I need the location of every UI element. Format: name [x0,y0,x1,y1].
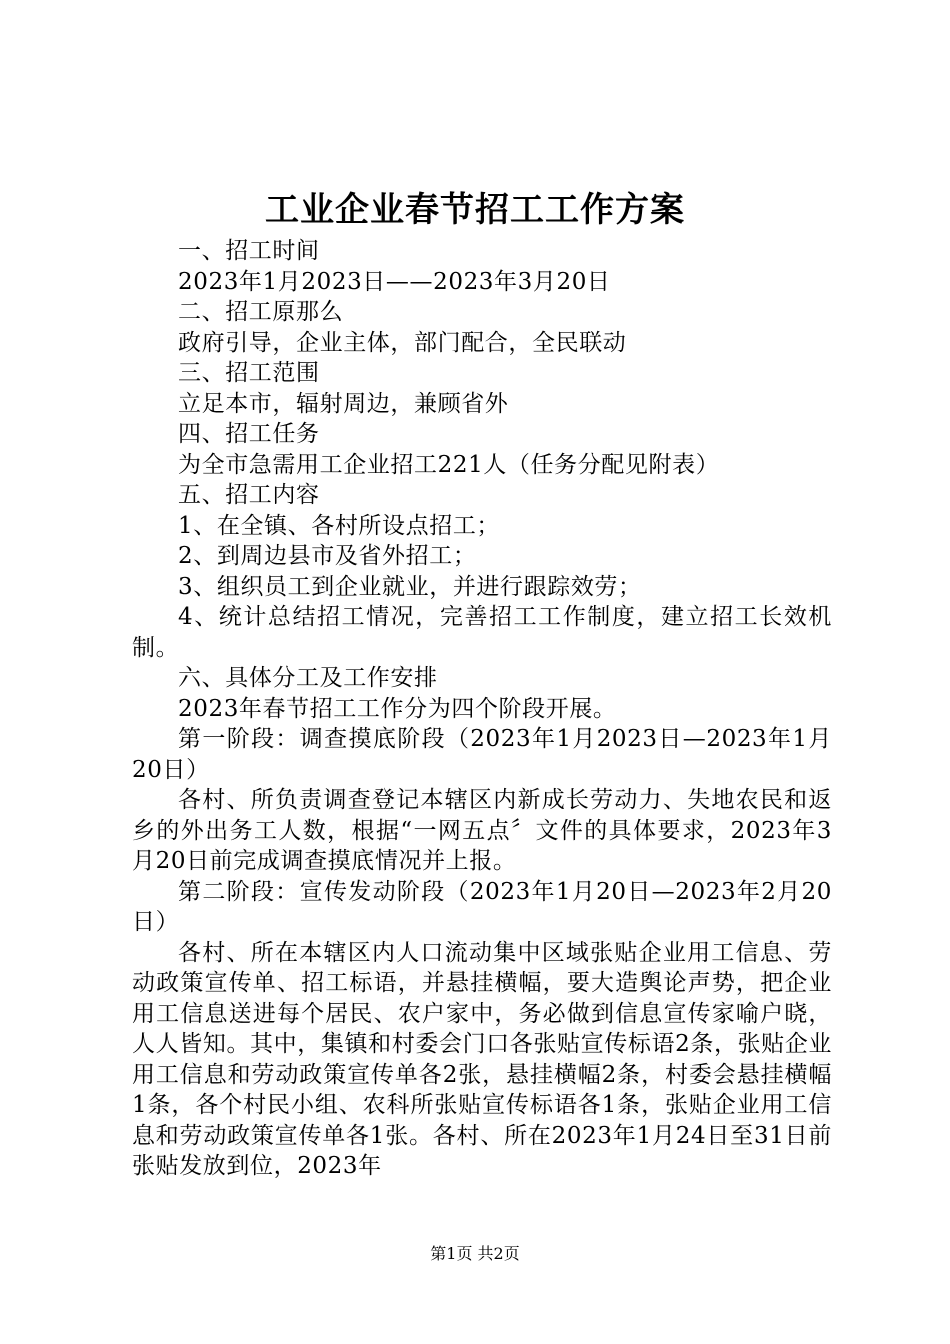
list-item: 2、到周边县市及省外招工； [178,543,477,569]
section-heading-content: 五、招工内容 [178,482,320,508]
list-item: 4、统计总结招工情况，完善招工工作制度，建立招工长效机制。 [132,604,832,661]
list-item: 1、在全镇、各村所设点招工； [178,512,501,539]
document-title: 工业企业春节招工工作方案 [265,190,685,230]
paragraph: 立足本市，辐射周边，兼顾省外 [178,390,509,417]
document-body [132,236,832,1182]
paragraph: 2023年春节招工工作分为四个阶段开展。 [178,695,617,722]
section-heading-arrangement: 六、具体分工及工作安排 [178,665,438,691]
stage-heading: 第二阶段：宣传发动阶段（2023年1月20日—2023年2月20日） [132,878,832,935]
paragraph: 为全市急需用工企业招工221人（任务分配见附表） [178,451,720,478]
paragraph: 各村、所负责调查登记本辖区内新成长劳动力、失地农民和返乡的外出务工人数，根据“一网五点〞文件的具体要求，2023年3月20日前完成调查摸底情况并上报。 [132,787,832,874]
section-heading-time: 一、招工时间 [178,238,320,264]
paragraph: 各村、所在本辖区内人口流动集中区域张贴企业用工信息、劳动政策宣传单、招工标语，并悬挂横幅，要大造舆论声势，把企业用工信息送进每个居民、农户家中，务必做到信息宣传家喻户晓，人人皆知。其中，集镇和村委会门口各张贴宣传标语2条，张贴企业用工信息和劳动政策宣传单各2张，悬挂横幅2条，村委会悬挂横幅1条，各个村民小组、农科所张贴宣传标语各1条，张贴企业用工信息和劳动政策宣传单各1张。各村、所在2023年1月24日至31日前张贴发放到位，2023年 [132,939,832,1179]
stage-heading: 第一阶段：调查摸底阶段（2023年1月2023日—2023年1月20日） [132,726,832,783]
page-footer: 第1页 共2页 [430,1244,520,1263]
section-heading-principle: 二、招工原那么 [178,299,344,325]
section-heading-task: 四、招工任务 [178,421,320,447]
paragraph: 2023年1月2023日——2023年3月20日 [178,268,611,295]
section-heading-scope: 三、招工范围 [178,360,320,386]
paragraph: 政府引导，企业主体，部门配合，全民联动 [178,329,627,356]
list-item: 3、组织员工到企业就业，并进行跟踪效劳； [178,573,642,600]
